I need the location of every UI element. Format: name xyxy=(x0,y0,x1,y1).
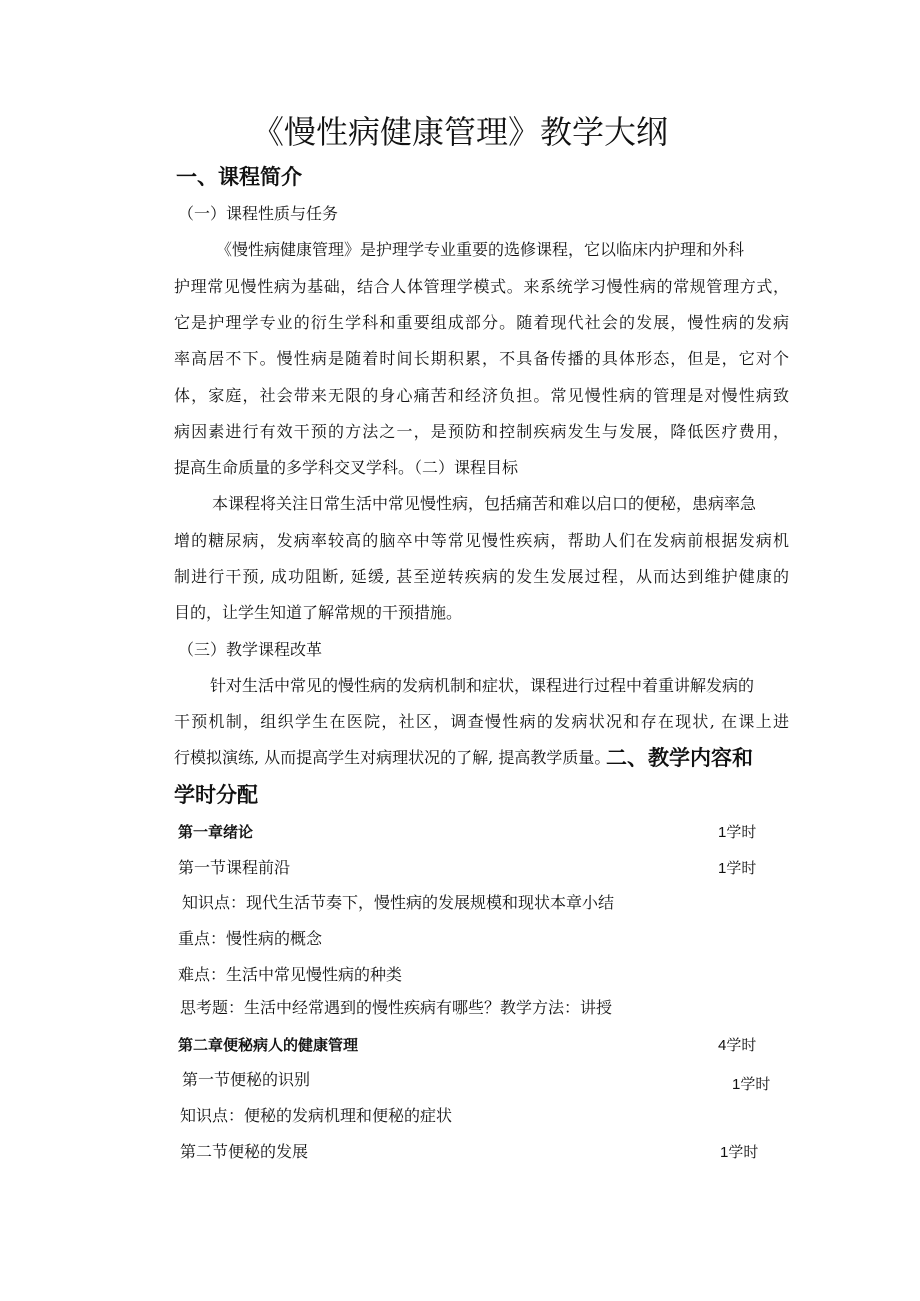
para1-line6: 病因素进行有效干预的方法之一，是预防和控制疾病发生与发展，降低医疗费用， xyxy=(174,422,789,441)
ch2-section-1-title: 第一节便秘的识别 xyxy=(182,1070,311,1089)
para2-line3: 制进行干预, 成功阻断, 延缓, 甚至逆转疾病的发生发展过程，从而达到维护健康的 xyxy=(174,567,789,586)
para1-line7: 提高生命质量的多学科交叉学科。（二）课程目标 xyxy=(174,458,519,477)
para2-line2: 增的糖尿病，发病率较高的脑卒中等常见慢性疾病，帮助人们在发病前根据发病机 xyxy=(174,531,789,550)
section-2-heading-cont: 学时分配 xyxy=(174,783,258,807)
chapter-2-hours: 4学时 xyxy=(718,1037,757,1054)
para1-line2: 护理常见慢性病为基础，结合人体管理学模式。来系统学习慢性病的常规管理方式， xyxy=(174,277,789,296)
ch1-think-question: 思考题：生活中经常遇到的慢性疾病有哪些？教学方法：讲授 xyxy=(180,998,613,1017)
chapter-1-hours: 1学时 xyxy=(718,824,757,841)
para1-line3: 它是护理学专业的衍生学科和重要组成部分。随着现代社会的发展，慢性病的发病 xyxy=(174,313,789,332)
ch1-section-1-hours: 1学时 xyxy=(718,860,757,877)
ch1-section-1-title: 第一节课程前沿 xyxy=(178,858,291,877)
ch2-knowledge: 知识点：便秘的发病机理和便秘的症状 xyxy=(180,1106,453,1125)
document-title: 《慢性病健康管理》教学大纲 xyxy=(251,113,668,151)
ch2-section-2-hours: 1学时 xyxy=(720,1144,759,1161)
ch1-knowledge: 知识点：现代生活节奏下，慢性病的发展规模和现状本章小结 xyxy=(182,893,615,912)
para3-line2: 干预机制，组织学生在医院，社区，调查慢性病的发病状况和存在现状, 在课上进 xyxy=(174,712,789,731)
subsection-3-heading: （三）教学课程改革 xyxy=(178,640,323,659)
para3-line3: 行模拟演练, 从而提高学生对病理状况的了解, 提高教学质量。 xyxy=(174,748,611,767)
ch2-section-1-hours: 1学时 xyxy=(732,1076,771,1093)
ch1-difficulty: 难点：生活中常见慢性病的种类 xyxy=(178,965,403,984)
chapter-2-title: 第二章便秘病人的健康管理 xyxy=(178,1036,359,1054)
section-2-heading: 二、教学内容和 xyxy=(606,746,753,770)
para2-line1: 本课程将关注日常生活中常见慢性病，包括痛苦和难以启口的便秘，患病率急 xyxy=(212,494,757,513)
ch2-section-2-title: 第二节便秘的发展 xyxy=(180,1142,309,1161)
para2-line4: 目的，让学生知道了解常规的干预措施。 xyxy=(174,603,463,622)
ch1-key-point: 重点：慢性病的概念 xyxy=(178,929,323,948)
subsection-1-heading: （一）课程性质与任务 xyxy=(178,204,339,223)
para3-line1: 针对生活中常见的慢性病的发病机制和症状，课程进行过程中着重讲解发病的 xyxy=(210,676,755,695)
para1-line4: 率高居不下。慢性病是随着时间长期积累，不具备传播的具体形态，但是，它对个 xyxy=(174,349,789,368)
chapter-1-title: 第一章绪论 xyxy=(178,823,254,841)
para1-line1: 《慢性病健康管理》是护理学专业重要的选修课程，它以临床内护理和外科 xyxy=(216,240,745,259)
section-1-heading: 一、课程简介 xyxy=(176,165,302,189)
para1-line5: 体，家庭，社会带来无限的身心痛苦和经济负担。常见慢性病的管理是对慢性病致 xyxy=(174,386,789,405)
